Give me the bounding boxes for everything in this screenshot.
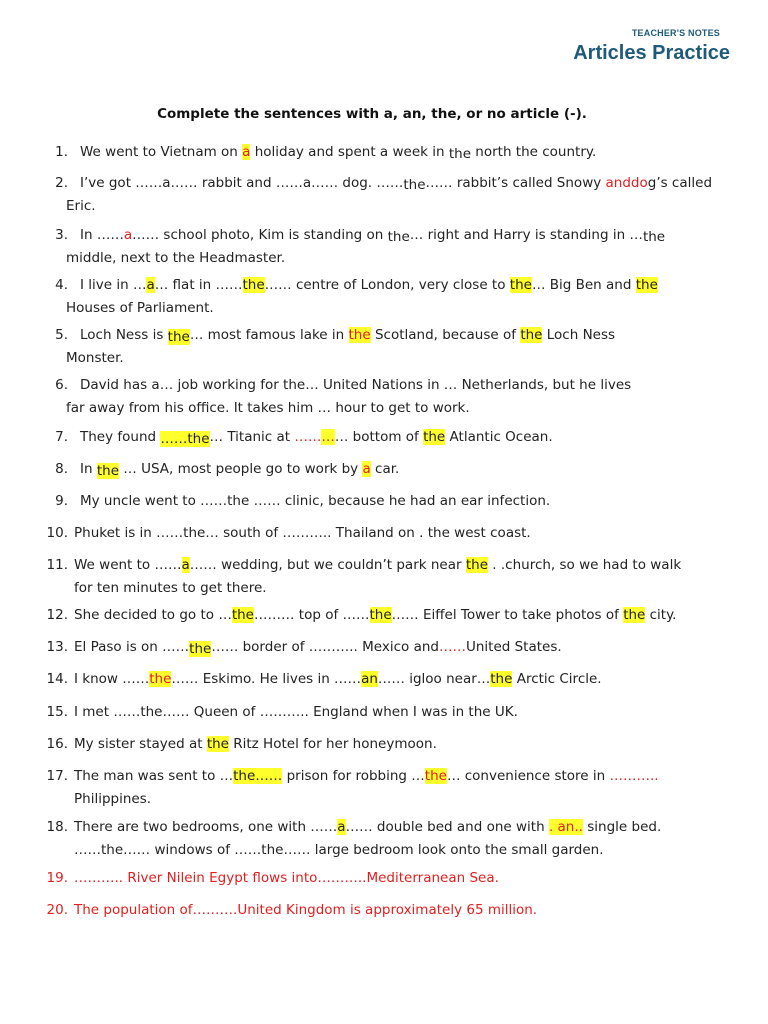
- question-item: [0, 490, 740, 513]
- text-segment: Scotland, because of: [370, 327, 521, 343]
- text-segment: g’s called: [647, 175, 713, 191]
- text-segment: Ritz Hotel for her honeymoon.: [228, 736, 437, 752]
- text-segment: In: [80, 461, 97, 477]
- text-segment: …… border of ……….. Mexico and: [211, 639, 439, 655]
- text-segment: ……….. River Nilein Egypt flows into………..Mediterranean Sea.: [74, 870, 499, 886]
- answer-highlight: a: [337, 819, 346, 835]
- question-line2: [74, 577, 681, 600]
- question-line1: [80, 227, 665, 245]
- question-line1: [80, 461, 399, 479]
- question-item: [0, 374, 740, 420]
- text-segment: city.: [645, 607, 677, 623]
- question-text: [74, 701, 518, 724]
- question-number: 18.: [46, 819, 68, 835]
- question-text: [80, 426, 553, 449]
- question-line1: [80, 277, 658, 293]
- question-line1: [74, 639, 562, 657]
- question-line2: far away from his office. It takes him … hour to get to work.: [66, 399, 470, 416]
- page-title: Articles Practice: [573, 42, 730, 64]
- answer-highlight: the: [206, 736, 229, 752]
- header-label: TEACHER'S NOTES: [631, 28, 720, 38]
- text-segment: I know ……: [74, 671, 150, 687]
- question-number: 14.: [46, 671, 68, 687]
- answer-highlight: ……the: [160, 431, 210, 447]
- answer-highlight: the: [242, 277, 265, 293]
- text-segment: car.: [370, 461, 400, 477]
- question-line1: [80, 429, 553, 447]
- text-segment: Atlantic Ocean.: [445, 429, 553, 445]
- question-text: [80, 141, 596, 164]
- text-segment: the: [403, 177, 426, 193]
- text-segment: single bed.: [582, 819, 662, 835]
- question-text: [66, 274, 658, 319]
- text-segment: bottom of: [348, 429, 424, 445]
- question-text: [74, 733, 437, 756]
- text-segment: Eric.: [66, 197, 96, 214]
- question-line1: [80, 144, 596, 162]
- text-segment: Arctic Circle.: [512, 671, 602, 687]
- text-segment: In ……: [80, 227, 124, 243]
- text-segment: the: [387, 229, 410, 245]
- text-segment: The man was sent to …: [74, 768, 234, 784]
- text-segment: ……… top of ……: [253, 607, 370, 623]
- answer-highlight: the: [623, 607, 646, 623]
- text-segment: anddo: [605, 175, 648, 191]
- answer-highlight: the: [509, 277, 532, 293]
- text-segment: …… Eskimo. He lives in ……: [171, 671, 362, 687]
- question-item: [0, 816, 740, 862]
- text-segment: She decided to go to …: [74, 607, 232, 623]
- question-line1: [74, 819, 661, 835]
- instructions: Complete the sentences with a, an, the, or no article (-).: [157, 106, 587, 122]
- text-segment: …… Eiffel Tower to take photos of: [391, 607, 624, 623]
- question-line2: [66, 297, 658, 320]
- text-segment: ……: [294, 429, 322, 445]
- text-segment: Loch Ness: [542, 327, 616, 343]
- question-number: 6.: [55, 377, 68, 393]
- question-line1: [74, 557, 681, 573]
- text-segment: a: [123, 227, 133, 243]
- question-line1: [80, 175, 712, 193]
- answer-highlight: the: [96, 463, 119, 479]
- question-item: [0, 733, 740, 756]
- text-segment: There are two bedrooms, one with ……: [74, 819, 338, 835]
- question-line2: [66, 347, 615, 370]
- question-item: [0, 141, 740, 164]
- answer-highlight: the: [189, 641, 212, 657]
- answer-highlight: the: [231, 607, 254, 623]
- question-number: 16.: [46, 736, 68, 752]
- answer-highlight: …: [321, 429, 335, 445]
- question-number: 17.: [46, 768, 68, 784]
- question-line1: [74, 870, 499, 886]
- question-text: [74, 765, 659, 810]
- answer-highlight: the: [167, 329, 190, 345]
- question-number: 13.: [46, 639, 68, 655]
- text-segment: I’ve got ……a…… rabbit and ……a…… dog. ……: [80, 175, 404, 191]
- question-item: [0, 522, 740, 545]
- question-item: [0, 701, 740, 724]
- question-number: 15.: [46, 704, 68, 720]
- text-segment: El Paso is on ……: [74, 639, 190, 655]
- text-segment: the: [448, 146, 471, 162]
- text-segment: … USA, most people go to work by: [119, 461, 363, 477]
- question-item: [0, 172, 740, 218]
- question-number: 5.: [55, 327, 68, 343]
- question-text: [74, 522, 531, 545]
- text-segment: …: [334, 429, 349, 445]
- answer-highlight: the: [369, 607, 392, 623]
- question-number: 11.: [46, 557, 68, 573]
- text-segment: …… centre of London, very close to: [264, 277, 510, 293]
- text-segment: …… rabbit’s called Snowy: [425, 175, 606, 191]
- question-number: 10.: [46, 525, 68, 541]
- answer-highlight: the: [465, 557, 488, 573]
- answer-highlight: the: [149, 671, 172, 687]
- text-segment: …… wedding, but we couldn’t park near: [189, 557, 466, 573]
- answer-highlight: a: [362, 461, 371, 477]
- question-text: [74, 816, 661, 861]
- question-text: [74, 899, 537, 922]
- text-segment: … flat in ……: [154, 277, 243, 293]
- question-text: [74, 636, 562, 659]
- question-text: [74, 867, 499, 890]
- text-segment: …… igloo near…: [377, 671, 491, 687]
- text-segment: Philippines.: [74, 790, 152, 807]
- text-segment: United States.: [465, 639, 562, 655]
- question-line1: David has a… job working for the… United Nations in … Netherlands, but he lives: [80, 377, 632, 393]
- answer-highlight: the: [490, 671, 513, 687]
- question-text: [66, 374, 632, 419]
- question-item: [0, 765, 740, 811]
- question-number: 20.: [46, 902, 68, 918]
- question-line2: [74, 788, 659, 811]
- answer-highlight: the: [424, 768, 447, 784]
- text-segment: I live in …: [80, 277, 147, 293]
- text-segment: the: [642, 229, 666, 245]
- answer-highlight: a: [146, 277, 155, 293]
- text-segment: north the country.: [471, 144, 597, 160]
- text-segment: ………..: [609, 768, 659, 784]
- question-text: [80, 458, 399, 481]
- text-segment: holiday and spent a week in: [250, 144, 449, 160]
- question-item: [0, 426, 740, 449]
- answer-highlight: the: [635, 277, 658, 293]
- question-number: 7.: [55, 429, 68, 445]
- question-item: [0, 604, 740, 627]
- answer-highlight: the: [348, 327, 371, 343]
- text-segment: We went to Vietnam on: [80, 144, 243, 160]
- question-line1: I met ……the…… Queen of ……….. England when I was in the UK.: [74, 704, 518, 720]
- text-segment: Monster.: [66, 349, 124, 366]
- text-segment: . .church, so we had to walk: [488, 557, 682, 573]
- answer-highlight: the……: [233, 768, 283, 784]
- question-item: [0, 324, 740, 370]
- question-text: [66, 224, 666, 269]
- question-text: [74, 604, 676, 627]
- question-number: 3.: [55, 227, 68, 243]
- question-item: [0, 899, 740, 922]
- question-line1: My uncle went to ……the …… clinic, because he had an ear infection.: [80, 493, 551, 509]
- text-segment: They found: [80, 429, 161, 445]
- question-number: 19.: [46, 870, 68, 886]
- answer-highlight: an: [361, 671, 378, 687]
- question-text: [66, 324, 616, 369]
- question-line1: [74, 607, 676, 623]
- question-number: 9.: [55, 493, 68, 509]
- question-item: [0, 274, 740, 320]
- text-segment: The population of……….United Kingdom is approximately 65 million.: [74, 902, 538, 918]
- question-text: [66, 172, 713, 217]
- text-segment: My sister stayed at: [74, 736, 207, 752]
- text-segment: prison for robbing …: [282, 768, 425, 784]
- text-segment: … convenience store in: [446, 768, 610, 784]
- answer-highlight: a: [242, 144, 251, 160]
- question-line1: [74, 902, 537, 918]
- text-segment: …… double bed and one with: [345, 819, 549, 835]
- question-item: [0, 458, 740, 481]
- question-line2: [66, 247, 665, 270]
- question-line1: [74, 768, 659, 784]
- question-item: [0, 224, 740, 270]
- text-segment: Houses of Parliament.: [66, 299, 214, 316]
- text-segment: … Titanic at: [209, 429, 295, 445]
- question-text: [74, 554, 681, 599]
- answer-highlight: . an..: [548, 819, 583, 835]
- answer-highlight: the: [520, 327, 543, 343]
- question-item: [0, 636, 740, 659]
- text-segment: ……: [438, 639, 466, 655]
- answer-highlight: the: [423, 429, 446, 445]
- question-line1: [80, 327, 615, 345]
- question-number: 12.: [46, 607, 68, 623]
- question-line1: Phuket is in ……the… south of ……….. Thailand on . the west coast.: [74, 525, 531, 541]
- question-line1: [74, 671, 602, 687]
- text-segment: … most famous lake in: [189, 327, 349, 343]
- text-segment: for ten minutes to get there.: [74, 579, 267, 596]
- question-line1: [74, 736, 437, 752]
- question-item: [0, 668, 740, 691]
- text-segment: middle, next to the Headmaster.: [66, 249, 286, 266]
- question-line2: ……the…… windows of ……the…… large bedroom look onto the small garden.: [74, 841, 604, 858]
- answer-highlight: a: [181, 557, 190, 573]
- question-item: [0, 554, 740, 600]
- question-number: 4.: [55, 277, 68, 293]
- question-number: 2.: [55, 175, 68, 191]
- question-number: 8.: [55, 461, 68, 477]
- question-number: 1.: [55, 144, 68, 160]
- question-text: [80, 490, 550, 513]
- text-segment: …… school photo, Kim is standing on: [132, 227, 388, 243]
- text-segment: … Big Ben and: [531, 277, 636, 293]
- text-segment: We went to ……: [74, 557, 182, 573]
- text-segment: Loch Ness is: [80, 327, 168, 343]
- question-text: [74, 668, 602, 691]
- question-line2: [66, 195, 712, 218]
- question-item: [0, 867, 740, 890]
- text-segment: … right and Harry is standing in …: [409, 227, 643, 243]
